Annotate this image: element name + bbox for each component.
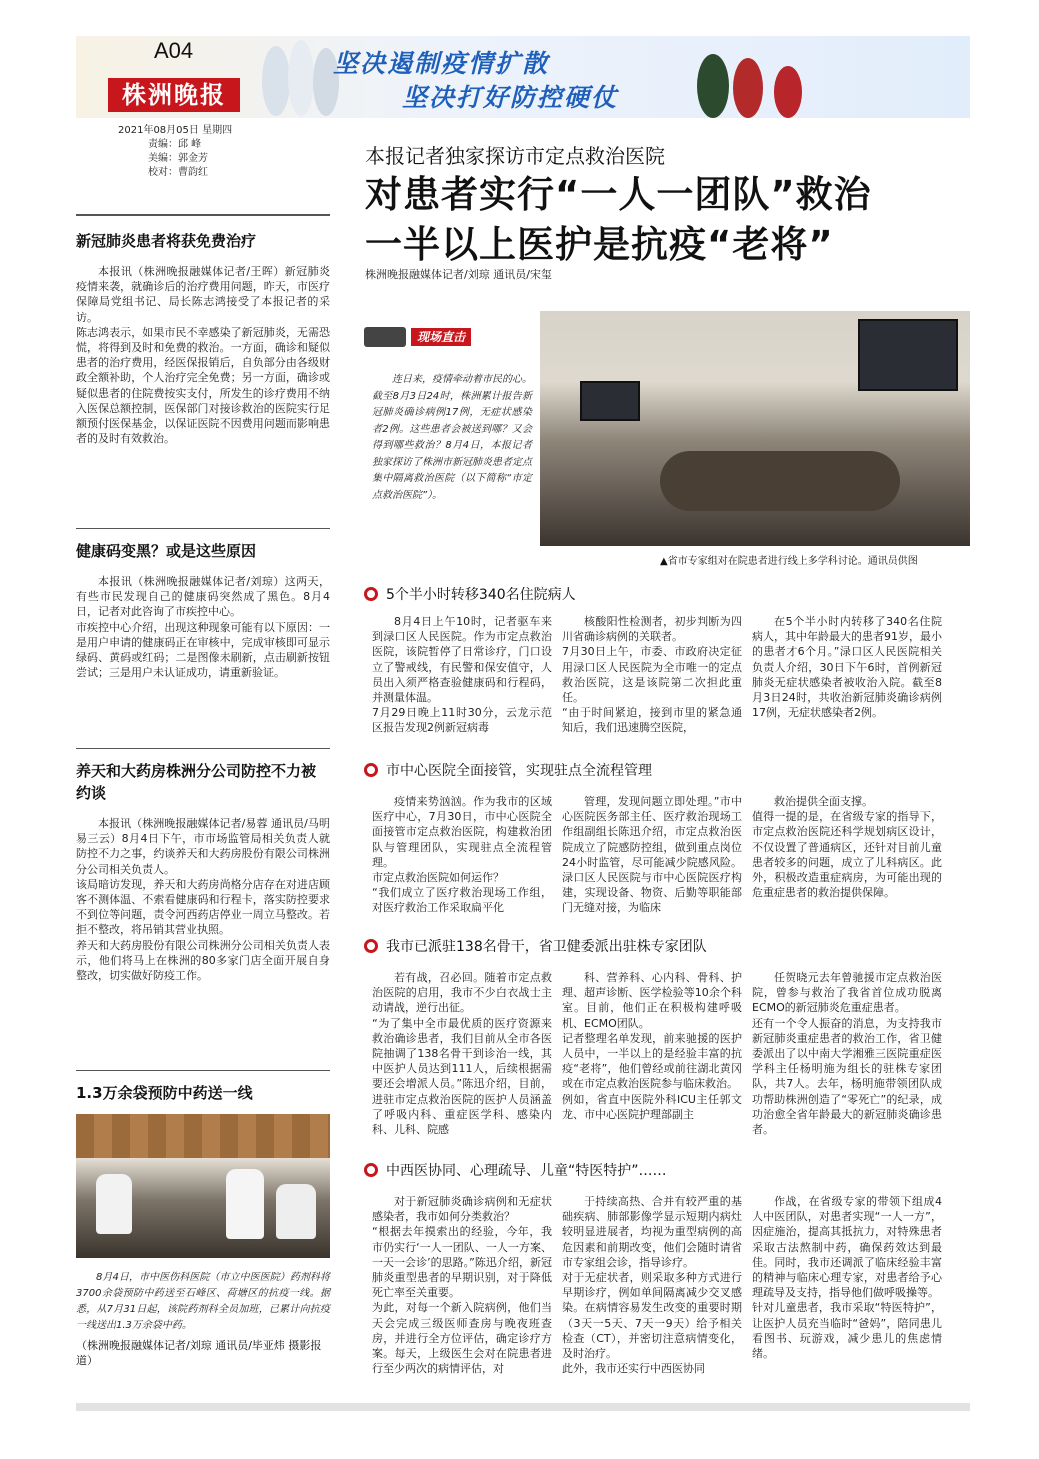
issue-date: 2021年08月05日 星期四: [118, 125, 233, 136]
sidebar-rule: [76, 748, 330, 749]
sidebar-headline: 1.3万余袋预防中药送一线: [76, 1084, 253, 1102]
photo-caption: 8月4日，市中医伤科医院（市立中医医院）药剂科将3700余袋预防中药送至石峰区、荷塘区的抗疫一线。据悉，从7月31日起，该院药剂科全员加班，已累计向抗疫一线送出1.3万余袋中药。: [76, 1272, 330, 1331]
footer-rule: [76, 1403, 970, 1411]
article-column: 作战，在省级专家的带领下组成4人中医团队，对患者实现“一人一方”，因症施治，提高其抵抗力，对特殊患者采取古法熬制中药，确保药效达到最佳。同时，我市还调派了临床经验丰富的精神与临床心理专家，对患者给予心理疏导及支持，指导他们做呼吸操等。 针对儿童患者，我市采取“特医特护”，让医护人员充当临时“爸妈”，陪同患儿看图书、玩游戏，减少患儿的焦虑情绪。: [752, 1195, 942, 1361]
sidebar-headline: 健康码变黑？或是这些原因: [76, 542, 257, 560]
sidebar-headline: 新冠肺炎患者将获免费治疗: [76, 232, 257, 250]
article-column: 在5个半小时内转移了340名住院病人，其中年龄最大的患者91岁，最小的患者才6个月。”渌口区人民医院相关负责人介绍，30日下午6时，首例新冠肺炎无症状感染者被收治入院。截至8月3日24时，共收治新冠肺炎确诊病例17例，无症状感染者2例。: [752, 615, 942, 720]
sidebar-story-4: [76, 1082, 330, 1368]
sidebar-rule: [76, 528, 330, 529]
section-title: 市中心医院全面接管，实现驻点全流程管理: [386, 763, 652, 779]
video-screen: [858, 319, 958, 391]
article-column: 任贺晓元去年曾驰援市定点救治医院，曾参与救治了我省首位成功脱离ECMO的新冠肺炎危重症患者。 还有一个令人振奋的消息，为支持我市新冠肺炎重症患者的救治工作，省卫健委派出了以中南大学湘雅三医院重症医学科主任杨明施为组长的驻株专家团队，共7人。去年，杨明施带领团队成功帮助株洲创造了“零死亡”的纪录，成功治愈全省年龄最大的新冠肺炎确诊患者。: [752, 971, 942, 1137]
meeting-photo: [540, 311, 970, 546]
section-bullet-icon: [364, 939, 378, 953]
medicine-photo: [76, 1114, 330, 1258]
article-column: 疫情来势汹汹。作为我市的区域医疗中心，7月30日，市中心医院全面接管市定点救治医院，构建救治团队与管理团队，实现驻点全流程管理。 市定点救治医院如何运作？ “我们成立了医疗救治现场工作组，对医疗救治工作采取扁平化: [372, 795, 552, 915]
sidebar-body: 本报讯（株洲晚报融媒体记者/刘琼）这两天，有些市民发现自己的健康码突然成了黑色。8月4日，记者对此咨询了市疾控中心。 市疾控中心介绍，出现这种现象可能有以下原因：一是用户申请的健康码正在审核中，完成审核即可显示绿码、黄码或红码；二是图像未刷新，点击刷新按钮尝试；三是用户未认证成功，请重新验证。: [76, 575, 330, 680]
article-column: 科、营养科、心内科、骨科、护理、超声诊断、医学检验等10余个科室。目前，他们正在积极构建呼吸机、ECMO团队。 记者整理名单发现，前来驰援的医护人员中，一半以上的是经验丰富的抗疫“老将”，他们曾经或前往湖北黄冈或在市定点救治医院参与临床救治。 例如，省直中医院外科ICU主任郭文龙、市中心医院护理部副主: [562, 971, 742, 1121]
editor: 责编：邱 峰: [148, 139, 202, 150]
sidebar-rule: [76, 214, 330, 216]
sidebar-headline: 养天和大药房株洲分公司防控不力被约谈: [76, 762, 317, 802]
figure-shape: [733, 58, 763, 118]
section-bullet-icon: [364, 1163, 378, 1177]
banner-slogan-2: 坚决打好防控硬仗: [402, 83, 619, 112]
article-column: 8月4日上午10时，记者驱车来到渌口区人民医院。作为市定点救治医院，该院暂停了日常诊疗，门口设立了警戒线，有民警和保安值守，人员出入须严格查验健康码和行程码，并测量体温。 7月29日晚上11时30分，云龙示范区报告发现2例新冠病毒: [372, 615, 552, 735]
proofreader: 校对：曹韵红: [148, 167, 208, 178]
scene-badge-wrap: [364, 326, 471, 347]
newspaper-logo: 株洲晚报: [108, 78, 240, 112]
figure-shape: [288, 40, 314, 116]
article-column: 救治提供全面支撑。 值得一提的是，在省级专家的指导下，市定点救治医院还科学规划病区设计，不仅设置了普通病区，还针对目前儿童患者较多的问题，成立了儿科病区。此外，积极改造重症病房，为可能出现的危重症患者的救治提供保障。: [752, 795, 942, 900]
headline-line-1: 对患者实行“一人一团队”救治: [365, 173, 872, 216]
intro-text: 连日来，疫情牵动着市民的心。截至8月3日24时，株洲累计报告新冠肺炎确诊病例17例，无症状感染者2例。这些患者会被送到哪？又会得到哪些救治？8月4日，本报记者独家探访了株洲市新冠肺炎患者定点集中隔离救治医院（以下简称“市定点救治医院”）。: [372, 374, 532, 501]
worker-figure: [276, 1184, 316, 1239]
kicker: 本报记者独家探访市定点救治医院: [365, 144, 665, 168]
section-heading: [364, 936, 707, 956]
video-screen: [580, 381, 640, 421]
figure-shape: [697, 54, 729, 118]
drawer-cabinet: [76, 1114, 330, 1158]
designer: 美编：郭金芳: [148, 153, 208, 164]
issue-meta: [118, 124, 232, 180]
headline: [365, 170, 872, 270]
section-title: 中西医协同、心理疏导、儿童“特医特护”……: [386, 1163, 667, 1179]
section-bullet-icon: [364, 763, 378, 777]
headline-line-2: 一半以上医护是抗疫“老将”: [365, 223, 834, 266]
sidebar-rule: [76, 1070, 330, 1071]
article-column: 对于新冠肺炎确诊病例和无症状感染者，我市如何分类救治？ “根据去年摸索出的经验，今年，我市仍实行‘一人一团队、一人一方案、一天一会诊’的思路。”陈迅介绍，新冠肺炎重型患者的早期识别，对于降低死亡率至关重要。 为此，对每一个新入院病例，他们当天会完成三级医师查房与晚夜班查房，并进行全方位评估，确定诊疗方案。每天，上级医生会对在院患者进行至少两次的病情评估，对: [372, 1195, 552, 1376]
banner-slogan-1: 坚决遏制疫情扩散: [333, 49, 550, 78]
article-column: 管理，发现问题立即处理。”市中心医院医务部主任、医疗救治现场工作组副组长陈迅介绍，市定点救治医院成立了院感防控组，做到重点岗位24小时监管，尽可能减少院感风险。渌口区人民医院与市中心医院医疗构建，实现设备、物资、后勤等职能部门无缝对接，为临床: [562, 795, 742, 915]
page-number: A04: [154, 38, 194, 63]
section-bullet-icon: [364, 587, 378, 601]
photo-credit: （株洲晚报融媒体记者/刘琼 通讯员/毕亚炜 摄影报道）: [76, 1339, 322, 1367]
byline: 株洲晚报融媒体记者/刘琼 通讯员/宋玺: [365, 268, 552, 281]
article-column: 若有战，召必回。随着市定点救治医院的启用，我市不少白衣战士主动请战，逆行出征。 “为了集中全市最优质的医疗资源来救治确诊患者，我们目前从全市各医院抽调了138名骨干到诊治一线，其中医护人员达到111人，后续根据需要还会增派人员。”陈迅介绍，目前，进驻市定点救治医院的医护人员涵盖了呼吸内科、重症医学科、感染内科、儿科、院感: [372, 971, 552, 1137]
camera-icon: [364, 327, 406, 347]
sidebar-body: 本报讯（株洲晚报融媒体记者/易蓉 通讯员/马明 易三云）8月4日下午，市市场监管局相关负责人就防控不力之事，约谈养天和大药房股份有限公司株洲分公司相关负责人。 该局暗访发现，养天和大药房尚格分店存在对进店顾客不测体温、不索看健康码和行程卡，落实防控要求不到位等问题，责令河西药店停业一周立马整改。若拒不整改，将吊销其营业执照。 养天和大药房股份有限公司株洲分公司相关负责人表示，他们将马上在株洲的80多家门店全面开展自身整改，切实做好防疫工作。: [76, 817, 330, 983]
section-heading: [364, 1160, 667, 1180]
figure-shape: [262, 46, 290, 116]
photo-caption: ▲省市专家组对在院患者进行线上多学科讨论。通讯员供图: [660, 556, 918, 567]
figure-shape: [774, 66, 802, 118]
worker-figure: [226, 1169, 264, 1239]
article-column: 于持续高热、合并有较严重的基础疾病、肺部影像学显示短期内病灶较明显进展者，均视为重型病例的高危因素和前期改变，他们会随时请省市专家组会诊，指导诊疗。 对于无症状者，则采取多种方式进行早期诊疗，例如单间隔离减少交叉感染。在病情容易发生改变的重要时期（3天一5天、7天一9天）给予相关检查（CT），并密切注意病情变化，及时治疗。 此外，我市还实行中西医协同: [562, 1195, 742, 1376]
sidebar-story-3: [76, 760, 330, 983]
section-title: 5个半小时转移340名住院病人: [386, 587, 576, 603]
meeting-table: [660, 451, 900, 511]
section-heading: [364, 584, 576, 604]
section-heading: [364, 760, 652, 780]
article-column: 核酸阳性检测者，初步判断为四川省确诊病例的关联者。 7月30日上午，市委、市政府决定征用渌口区人民医院为全市唯一的定点救治医院，这是该院第二次担此重任。 “由于时间紧迫，接到市里的紧急通知后，我们迅速腾空医院，: [562, 615, 742, 735]
sidebar-body: 本报讯（株洲晚报融媒体记者/王晖）新冠肺炎疫情来袭，就确诊后的治疗费用问题，昨天，市医疗保障局党组书记、局长陈志鸿接受了本报记者的采访。 陈志鸿表示，如果市民不幸感染了新冠肺炎，无需恐慌，将得到及时和免费的救治。一方面，确诊和疑似患者的治疗费用，经医保报销后，自负部分由各级财政全额补助，个人治疗完全免费；另一方面，确诊或疑似患者的住院费按实支付，所发生的诊疗费用不纳入医保总额控制，医保部门对接诊救治的医院实行足额预付医保基金，以保证医院不因费用问题而影响患者的及时有效救治。: [76, 265, 330, 446]
sidebar-story-2: [76, 540, 330, 680]
sidebar-story-1: [76, 230, 330, 446]
worker-figure: [96, 1174, 132, 1234]
scene-badge: 现场直击: [411, 328, 471, 346]
section-title: 我市已派驻138名骨干，省卫健委派出驻株专家团队: [386, 939, 707, 955]
